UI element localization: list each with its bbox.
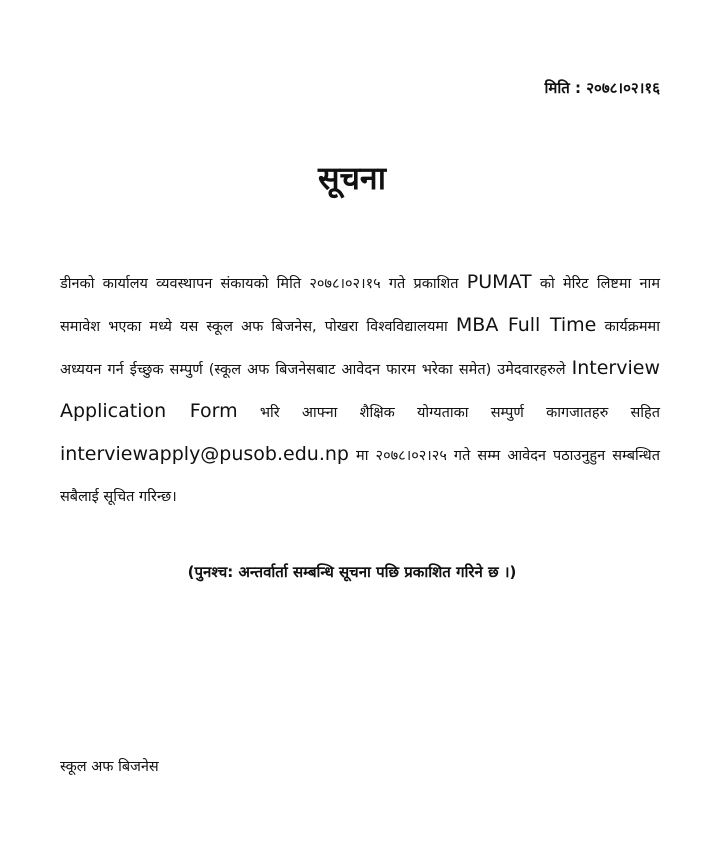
notice-date: मिति : २०७८।०२।१६ (544, 79, 660, 97)
body-text-5: मा २०७८।०२।२५ गते सम्म आवेदन पठाउनुहुन सम्बन्धित सबैलाई सूचित गरिन्छ। (60, 448, 660, 505)
body-text-2: को मेरिट लिष्टमा नाम समावेश भएका मध्ये यस स्कूल अफ बिजनेस, पोखरा विश्वविद्यालयमा (60, 276, 660, 335)
exam-name: PUMAT (466, 271, 532, 293)
body-text-1: डीनको कार्यालय व्यवस्थापन संकायको मिति २०७८।०२।१५ गते प्रकाशित (60, 276, 467, 292)
body-text-4: भरि आफ्ना शैक्षिक योग्यताका सम्पुर्ण कागजातहरु सहित (237, 405, 660, 421)
postscript-note: (पुनश्च: अन्तर्वार्ता सम्बन्धि सूचना पछि प्रकाशित गरिने छ ।) (187, 563, 517, 581)
notice-body (60, 262, 660, 518)
body-text-3: कार्यक्रममा अध्ययन गर्न ईच्छुक सम्पुर्ण (स्कूल अफ बिजनेसबाट आवेदन फारम भरेका समेत) उमेदवारहरुले (60, 319, 660, 378)
form-name: Interview Application Form (60, 357, 660, 422)
email-address: interviewapply@pusob.edu.np (60, 443, 349, 465)
program-name: MBA Full Time (455, 314, 597, 336)
signature: स्कूल अफ बिजनेस (60, 759, 159, 775)
notice-heading: सूचना (317, 159, 386, 197)
